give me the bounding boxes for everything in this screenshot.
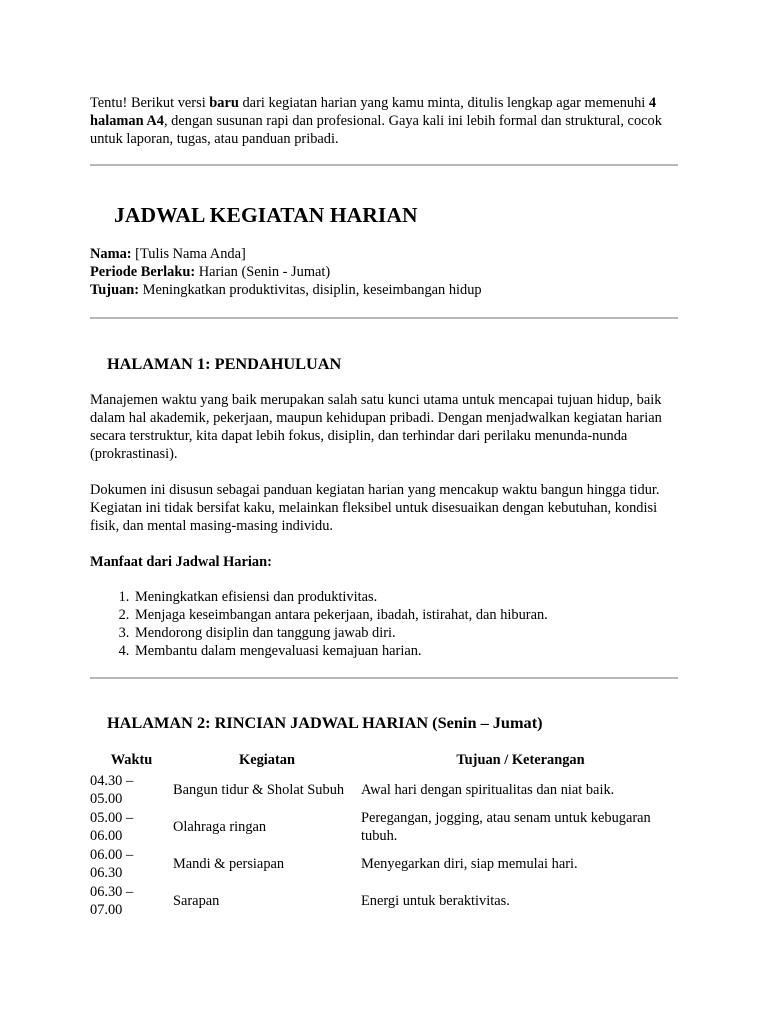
- cell-note: Menyegarkan diri, siap memulai hari.: [361, 856, 578, 872]
- cell-note: Awal hari dengan spiritualitas dan niat baik.: [361, 782, 615, 798]
- section1-paragraph-2: Dokumen ini disusun sebagai panduan kegiatan harian yang mencakup waktu bangun hingga tidur. Kegiatan ini tidak bersifat kaku, melainkan fleksibel untuk disesuaikan dengan kebutuhan, kondisi fisik, dan mental masing-masing individu.: [90, 482, 660, 534]
- meta-purpose: Tujuan: Meningkatkan produktivitas, disiplin, keseimbangan hidup: [90, 282, 482, 298]
- cell-time: 04.30 – 05.00: [90, 773, 134, 807]
- divider: [90, 677, 678, 679]
- section1-heading: HALAMAN 1: PENDAHULUAN: [107, 354, 342, 373]
- intro-paragraph: Tentu! Berikut versi baru dari kegiatan harian yang kamu minta, ditulis lengkap agar memenuhi 4 halaman A4, dengan susunan rapi dan profesional. Gaya kali ini lebih formal dan struktural, cocok untuk laporan, tugas, atau panduan pribadi.: [90, 95, 662, 147]
- section2-heading: HALAMAN 2: RINCIAN JADWAL HARIAN (Senin – Jumat): [107, 713, 543, 732]
- benefits-list: [90, 588, 678, 660]
- meta-period: Periode Berlaku: Harian (Senin - Jumat): [90, 264, 331, 280]
- divider: [90, 317, 678, 319]
- table-row: [90, 772, 680, 809]
- cell-note: Peregangan, jogging, atau senam untuk kebugaran tubuh.: [361, 810, 651, 844]
- list-item: 3. Mendorong disiplin dan tanggung jawab diri.: [133, 624, 678, 642]
- cell-activity: Bangun tidur & Sholat Subuh: [173, 782, 345, 798]
- cell-time: 05.00 – 06.00: [90, 810, 134, 844]
- list-item: 1. Meningkatkan efisiensi dan produktivitas.: [133, 588, 678, 606]
- table-row: [90, 846, 680, 883]
- section1-paragraph-1: Manajemen waktu yang baik merupakan salah satu kunci utama untuk mencapai tujuan hidup, baik dalam hal akademik, pekerjaan, maupun kehidupan pribadi. Dengan menjadwalkan kegiatan harian secara terstruktur, kita dapat lebih fokus, disiplin, dan terhindar dari perilaku menunda-nunda (prokrastinasi).: [90, 392, 662, 462]
- benefits-heading: Manfaat dari Jadwal Harian:: [90, 554, 272, 570]
- schedule-table: [90, 748, 680, 920]
- cell-time: 06.00 – 06.30: [90, 847, 134, 881]
- document-title: JADWAL KEGIATAN HARIAN: [114, 203, 418, 227]
- table-row: [90, 883, 680, 920]
- cell-activity: Mandi & persiapan: [173, 856, 285, 872]
- table-row: [90, 809, 680, 846]
- table-header-row: [90, 748, 680, 772]
- list-item: 4. Membantu dalam mengevaluasi kemajuan harian.: [133, 642, 678, 660]
- cell-time: 06.30 – 07.00: [90, 884, 134, 918]
- column-header-time: Waktu: [110, 752, 153, 768]
- meta-block: [90, 245, 678, 299]
- list-item: 2. Menjaga keseimbangan antara pekerjaan, ibadah, istirahat, dan hiburan.: [133, 606, 678, 624]
- divider: [90, 164, 678, 166]
- meta-name: Nama: [Tulis Nama Anda]: [90, 246, 246, 262]
- cell-activity: Olahraga ringan: [173, 819, 267, 835]
- cell-note: Energi untuk beraktivitas.: [361, 893, 510, 909]
- column-header-activity: Kegiatan: [239, 752, 295, 768]
- column-header-note: Tujuan / Keterangan: [456, 752, 585, 768]
- cell-activity: Sarapan: [173, 893, 220, 909]
